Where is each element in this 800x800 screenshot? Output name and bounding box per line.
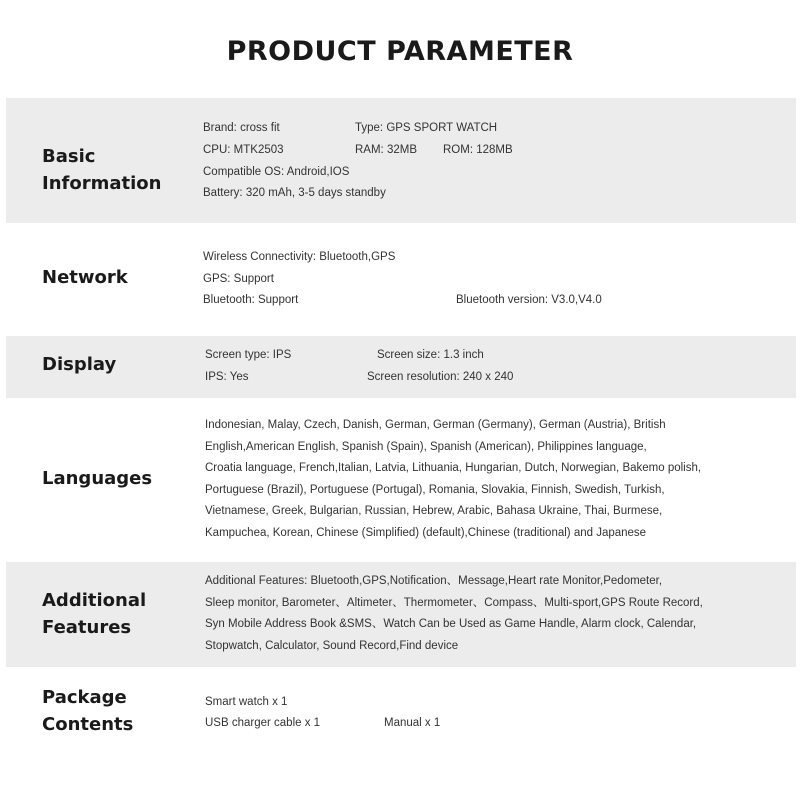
label-line: Additional (42, 590, 147, 611)
features-line: Syn Mobile Address Book &SMS、Watch Can be Used as Game Handle, Alarm clock, Calendar, (205, 618, 697, 631)
label-line: Features (42, 617, 132, 638)
spec-brand: Brand: cross fit (203, 122, 280, 134)
spec-ram: RAM: 32MB (355, 144, 417, 156)
label-line: Package (42, 687, 127, 708)
spec-battery: Battery: 320 mAh, 3-5 days standby (203, 187, 386, 199)
languages-line: Indonesian, Malay, Czech, Danish, German, German (Germany), German (Austria), British (205, 419, 666, 431)
languages-line: Vietnamese, Greek, Bulgarian, Russian, Hebrew, Arabic, Bahasa Ukraine, Thai, Burmese, (205, 505, 663, 518)
languages-line: English,American English, Spanish (Spain), Spanish (American), Philippines language, (205, 440, 647, 453)
section-label-additional-features (42, 587, 146, 641)
languages-list (205, 415, 775, 545)
features-line: Sleep monitor, Barometer、Altimeter、Thermometer、Compass、Multi-sport,GPS Route Record, (205, 596, 703, 609)
spec-bluetooth-version: Bluetooth version: V3.0,V4.0 (456, 294, 602, 306)
spec-screen-resolution: Screen resolution: 240 x 240 (367, 371, 514, 383)
spec-screen-type: Screen type: IPS (205, 349, 292, 361)
languages-line: Kampuchea, Korean, Chinese (Simplified) (default),Chinese (traditional) and Japanese (205, 526, 647, 539)
label-line: Information (42, 173, 162, 194)
additional-features-list (205, 571, 790, 657)
spec-ips: IPS: Yes (205, 371, 249, 383)
features-line: Additional Features: Bluetooth,GPS,Notification、Message,Heart rate Monitor,Pedometer, (205, 575, 663, 587)
spec-cpu: CPU: MTK2503 (203, 144, 284, 156)
section-package-contents (6, 667, 796, 767)
spec-gps: GPS: Support (203, 273, 274, 285)
spec-compatible-os: Compatible OS: Android,IOS (203, 166, 350, 178)
section-basic-information (6, 98, 796, 223)
section-display (6, 336, 796, 398)
languages-line: Croatia language, French,Italian, Latvia, Lithuania, Hungarian, Dutch, Norwegian, Bakemo polish, (205, 462, 702, 475)
section-additional-features (6, 562, 796, 667)
package-item-manual: Manual x 1 (384, 717, 441, 729)
spec-screen-size: Screen size: 1.3 inch (377, 349, 484, 361)
languages-line: Portuguese (Brazil), Portuguese (Portugal), Romania, Slovakia, Finnish, Swedish, Turkish, (205, 483, 665, 496)
spec-bluetooth: Bluetooth: Support (203, 294, 299, 306)
section-label-network: Network (42, 267, 128, 288)
label-line: Contents (42, 714, 134, 735)
section-label-basic-information (42, 143, 161, 197)
section-languages (6, 398, 796, 562)
spec-rom: ROM: 128MB (443, 144, 513, 156)
section-label-languages: Languages (42, 468, 153, 489)
features-line: Stopwatch, Calculator, Sound Record,Find device (205, 639, 459, 652)
label-line: Basic (42, 146, 96, 167)
page-title: PRODUCT PARAMETER (226, 36, 574, 67)
package-item-usb-cable: USB charger cable x 1 (205, 717, 321, 729)
spec-wireless-connectivity: Wireless Connectivity: Bluetooth,GPS (203, 251, 396, 263)
spec-type: Type: GPS SPORT WATCH (355, 122, 498, 134)
section-label-package-contents (42, 684, 133, 738)
section-label-display: Display (42, 354, 117, 375)
package-item-smart-watch: Smart watch x 1 (205, 696, 288, 708)
section-network (6, 223, 796, 336)
